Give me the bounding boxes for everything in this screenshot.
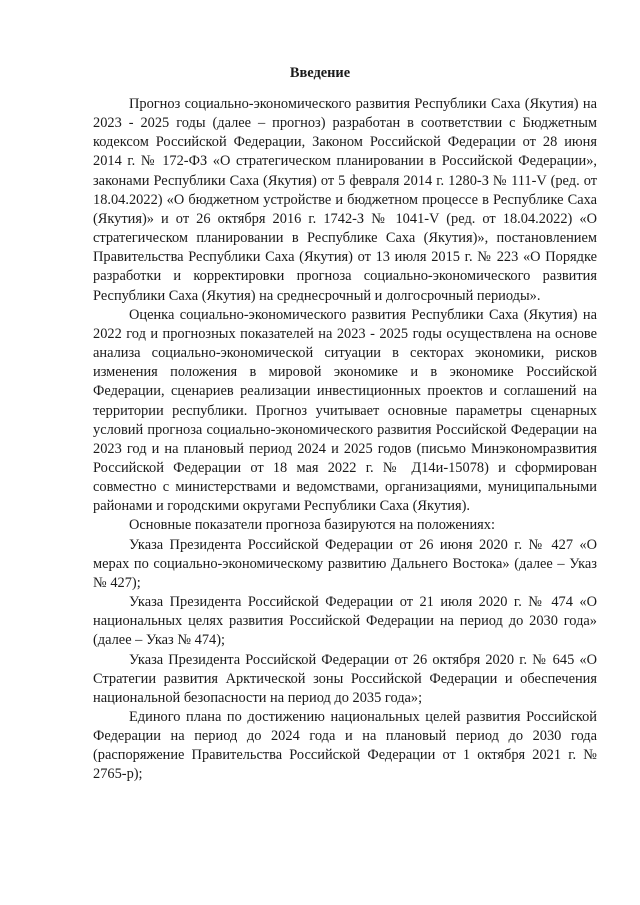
paragraph-decree-645: Указа Президента Российской Федерации от 26 октября 2020 г. № 645 «О Стратегии развития Арктической зоны Российской Федерации и обеспечения национальной безопасности на период до 2035 года»; (93, 651, 597, 706)
document-body (93, 95, 597, 785)
paragraph-unified-plan: Единого плана по достижению национальных целей развития Российской Федерации на период до 2024 года и на плановый период до 2030 года (распоряжение Правительства Российской Федерации от 1 октября 2021 г. № 2765-р); (93, 709, 597, 783)
paragraph-indicators-intro: Основные показатели прогноза базируются на положениях: (129, 517, 495, 534)
document-title: Введение (289, 65, 351, 81)
paragraph-decree-474: Указа Президента Российской Федерации от 21 июля 2020 г. № 474 «О национальных целях развития Российской Федерации на период до 2030 года» (далее – Указ № 474); (93, 594, 597, 649)
paragraph-decree-427: Указа Президента Российской Федерации от 26 июня 2020 г. № 427 «О мерах по социально-экономическому развитию Дальнего Востока» (далее – Указ № 427); (93, 536, 597, 591)
paragraph-forecast-basis: Прогноз социально-экономического развития Республики Саха (Якутия) на 2023 - 2025 годы (далее – прогноз) разработан в соответствии с Бюджетным кодексом Российской Федерации, Законом Российской Федерации от 28 июня 2014 г. № 172-ФЗ «О стратегическом планировании в Российской Федерации», законами Республики Саха (Якутия) от 5 февраля 2014 г. 1280-З № 111-V (ред. от 18.04.2022) «О бюджетном устройстве и бюджетном процессе в Республике Саха (Якутия)» и от 26 октября 2016 г. 1742-З № 1041-V (ред. от 18.04.2022) «О стратегическом планировании в Республике Саха (Якутия)», постановлением Правительства Республики Саха (Якутия) от 13 июля 2015 г. № 223 «О Порядке разработки и корректировки прогноза социально-экономического развития Республики Саха (Якутия) на среднесрочный и долгосрочный периоды». (93, 96, 597, 304)
paragraph-assessment: Оценка социально-экономического развития Республики Саха (Якутия) на 2022 год и прогнозных показателей на 2023 - 2025 годы осуществлена на основе анализа социально-экономической ситуации в секторах экономики, рисков изменения положения в мировой экономике и в экономике Российской Федерации, сценариев реализации инвестиционных проектов и соглашений на территории республики. Прогноз учитывает основные параметры сценарных условий прогноза социально-экономического развития Российской Федерации на 2023 год и на плановый период 2024 и 2025 годов (письмо Минэкономразвития Российской Федерации от 18 мая 2022 г. № Д14и-15078) и сформирован совместно с министерствами и ведомствами, организациями, муниципальными районами и городскими округами Республики Саха (Якутия). (93, 306, 597, 515)
